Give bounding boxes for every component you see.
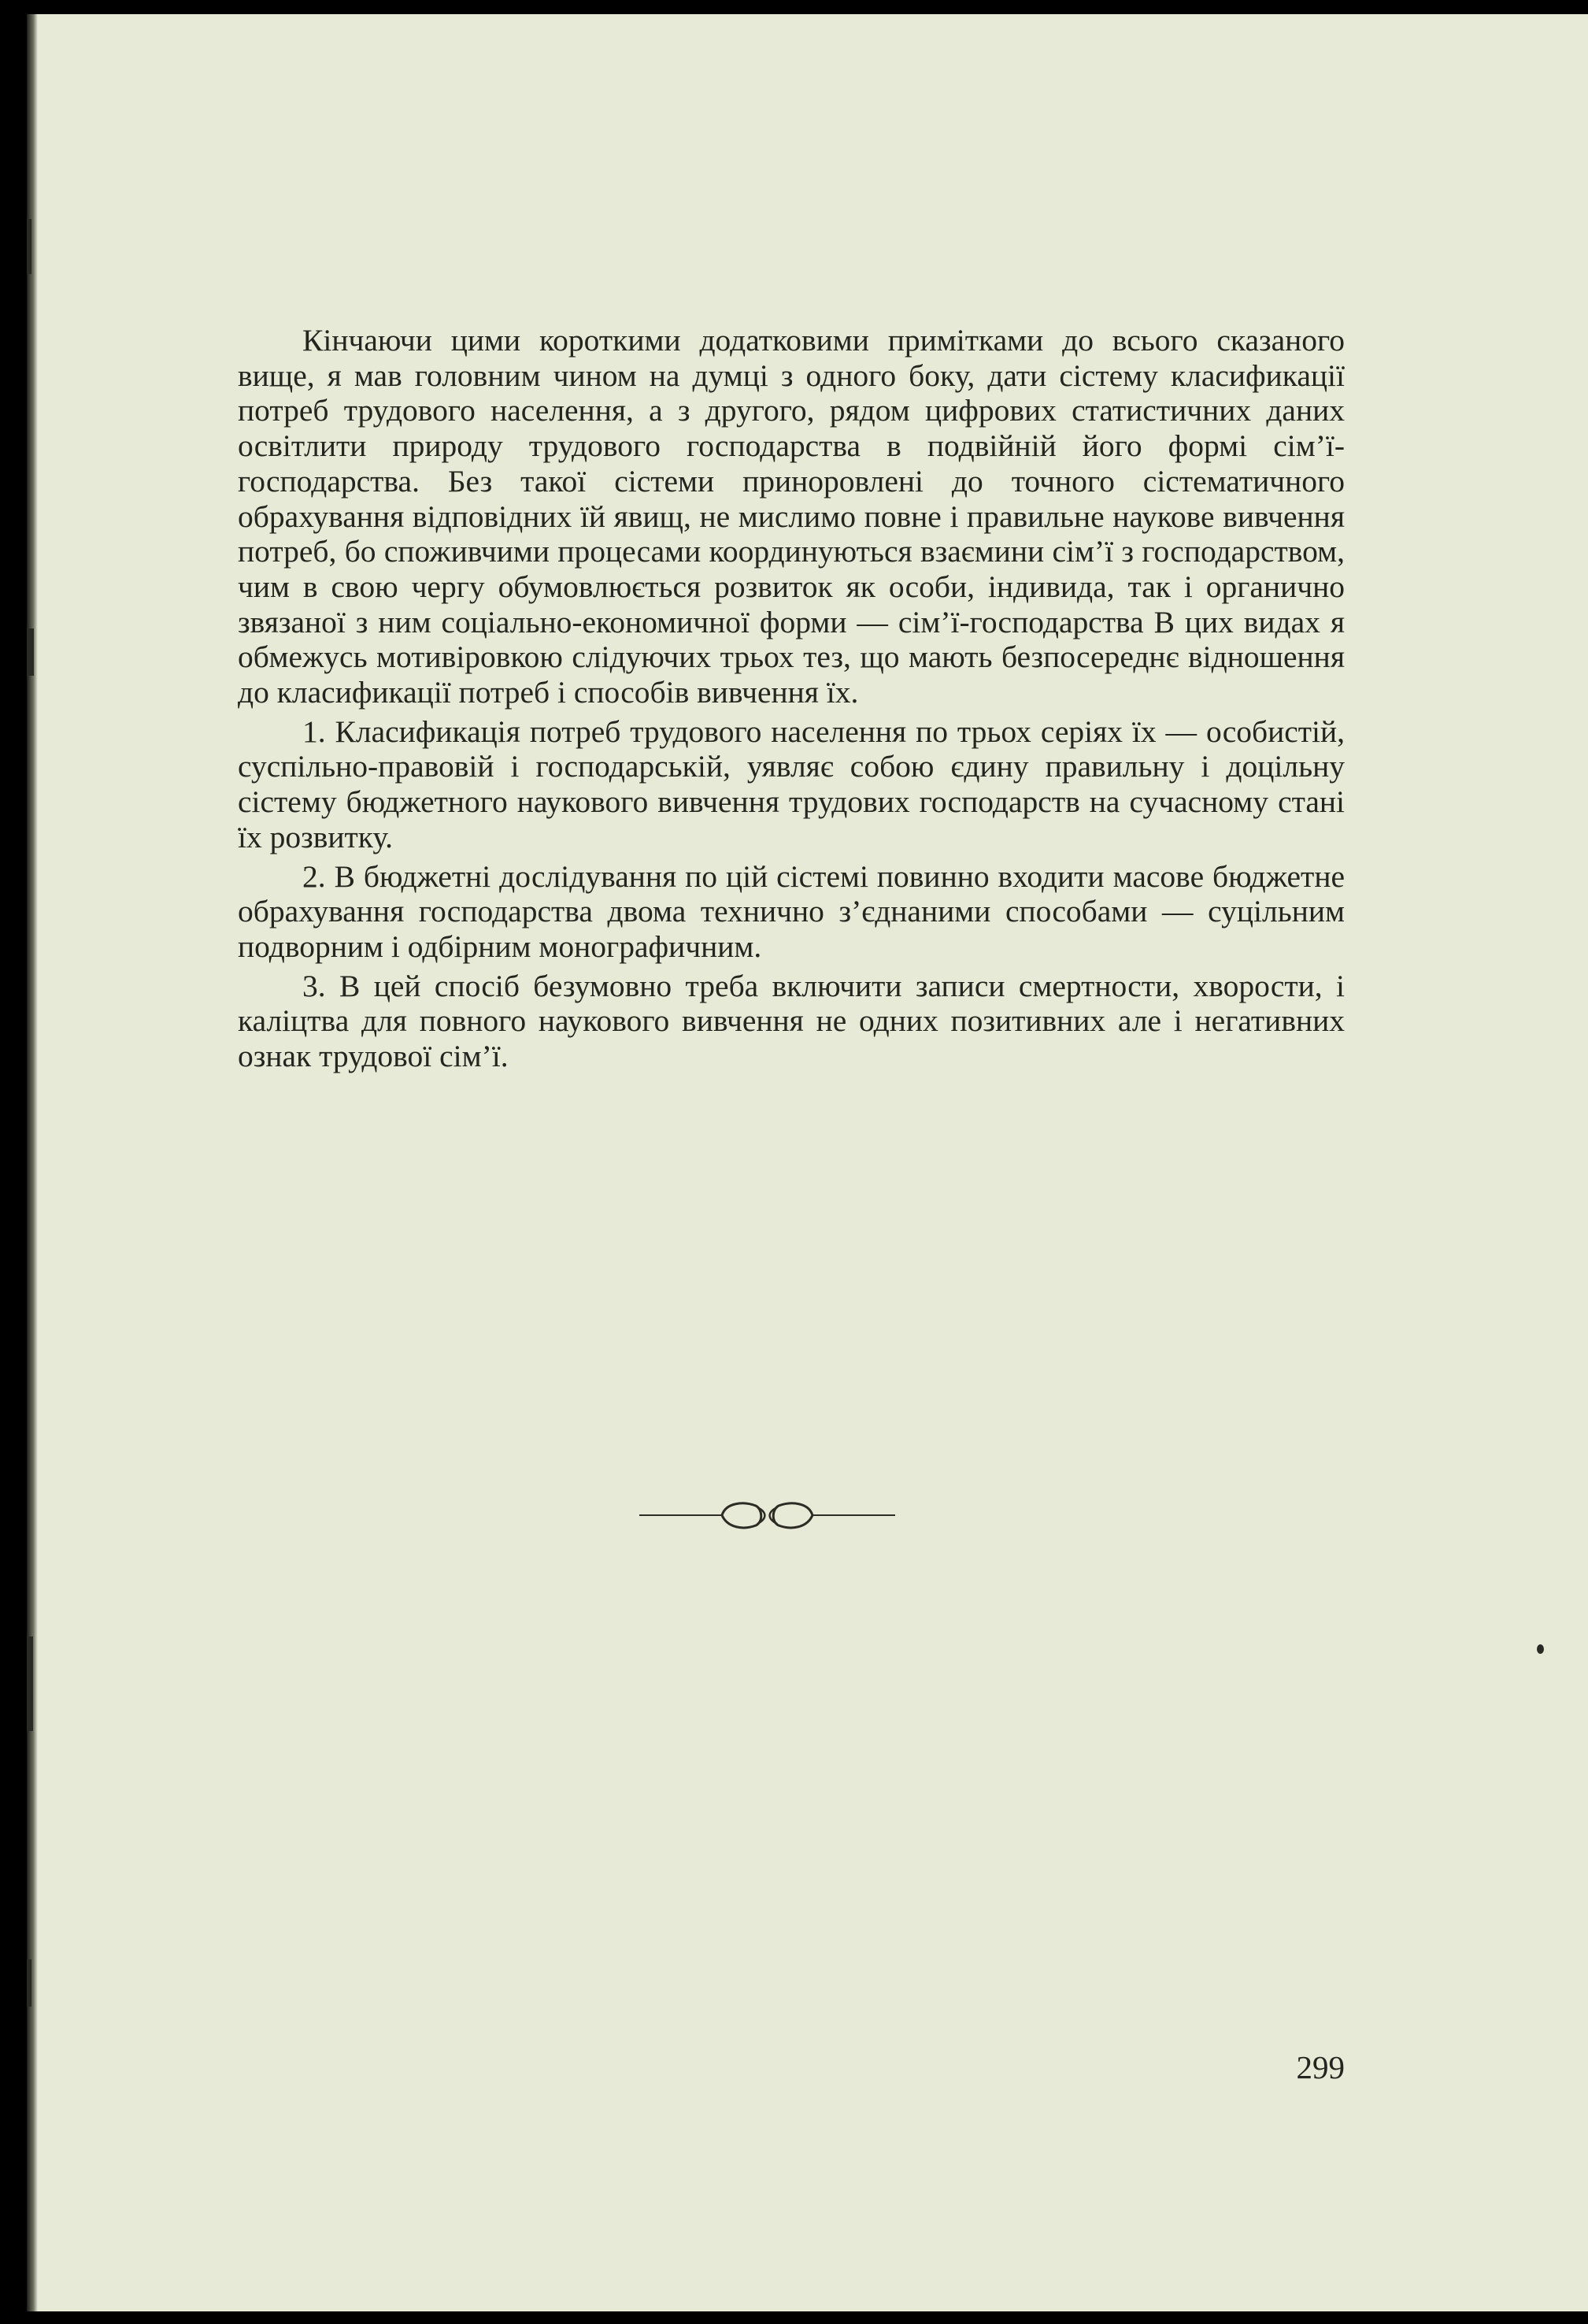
binding-mark [27, 219, 31, 274]
speck [1537, 1644, 1544, 1654]
thesis-1: 1. Класификація потреб трудового населення по трьох серіях їх — особистій, суспільно-правовій і господарській, уявляє собою єдину правильну і доцільну сістему бюджетного наукового вивчення трудових господарств на сучасному стані їх розвитку. [238, 714, 1345, 854]
body-text [238, 323, 1345, 1074]
binding-mark [27, 1959, 31, 2007]
thesis-3: 3. В цей спосіб безумовно треба включити записи смертности, хворости, і каліцтва для повного наукового вивчення не одних позитивних але і негативних ознак трудової сім’ї. [238, 968, 1345, 1074]
ornamental-divider-icon [639, 1499, 895, 1531]
page-number: 299 [1296, 2049, 1345, 2085]
binding-mark [27, 628, 34, 676]
thesis-2: 2. В бюджетні дослідування по цій сістемі повинно входити масове бюджетне обрахування господарства двома технично з’єднаними способами — суцільним подворним і одбірним монографичним. [238, 858, 1345, 964]
paragraph-intro: Кінчаючи цими короткими додатковими примітками до всього сказаного вище, я мав головним чином на думці з одного боку, дати сістему класификації потреб трудового населення, а з другого, рядом цифрових статистичних даних освітлити природу трудового господарства в подвійній його формі сім’ї-господарства. Без такої сістеми приноровлені до точного сістематичного обрахування відповідних їй явищ, не мислимо повне і правильне наукове вивчення потреб, бо споживчими процесами координуються взаємини сім’ї з господарством, чим в свою чергу обумовлюється розвиток як особи, індивида, так і органично звязаної з ним соціально-економичної форми — сім’ї-господарства В цих видах я обмежусь мотивіровкою слідуючих трьох тез, що мають безпосереднє відношення до класификації потреб і способів вивчення їх. [238, 323, 1345, 710]
binding-mark [27, 1636, 33, 1731]
book-page [27, 14, 1588, 2311]
